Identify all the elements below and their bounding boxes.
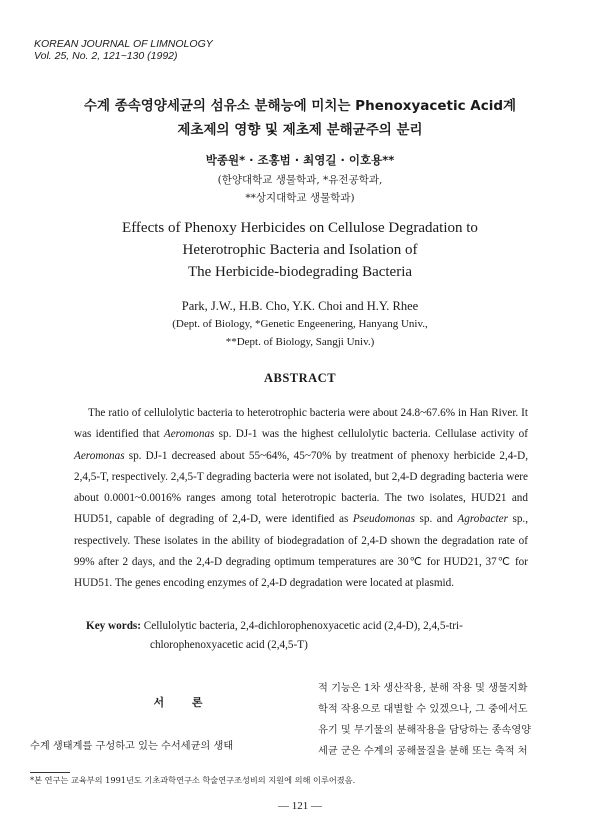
korean-title-line1: 수계 종속영양세균의 섬유소 분해능에 미치는 Phenoxyacetic Acid계 [83, 98, 517, 114]
abstract-text: sp. and [414, 513, 458, 526]
keywords-label: Key words: [86, 620, 141, 632]
english-affiliation-line1: (Dept. of Biology, *Genetic Engeenering, Hanyang Univ., [172, 318, 428, 330]
body-line: 세균 군은 수계의 공해물질을 분해 또는 축적 처 [318, 746, 528, 757]
abstract-text: sp., respectively. These isolates in the ability of biodegradation of 2,4-D shown the degradation rate of 99% after 2 days, and the 2,4-D degrading optimum temperatures are 30℃ for HUD21, 37℃ for HUD51. The genes encoding enzymes of 2,4-D degradation were located at plasmid. [74, 513, 529, 590]
footnote-rule [30, 772, 70, 773]
body-line: 수계 생태계를 구성하고 있는 수서세균의 생태 [30, 741, 234, 752]
introduction-right-column [318, 678, 570, 762]
english-title-line3: The Herbicide-biodegrading Bacteria [187, 264, 413, 280]
body-line: 유기 및 무기물의 분해작용을 담당하는 종속영양 [318, 725, 532, 736]
abstract-heading: ABSTRACT [263, 371, 337, 385]
introduction-left-column [30, 737, 300, 752]
footnote: *본 연구는 교육부의 1991년도 기초과학연구소 학술연구조성비의 지원에 의해 이루어졌음. [30, 775, 356, 785]
genus-name: Aeromonas [163, 428, 215, 441]
abstract-text: sp. DJ-1 was the highest cellulolytic bacteria. Cellulase activity of [214, 428, 529, 441]
korean-title-line2: 제초제의 영향 및 제초제 분해균주의 분리 [177, 122, 423, 138]
english-title-line1: Effects of Phenoxy Herbicides on Cellulose Degradation to [122, 220, 478, 236]
keywords [86, 617, 526, 655]
korean-affiliation-line2: **상지대학교 생물학과) [245, 192, 355, 204]
introduction-heading: 서 론 [153, 696, 215, 709]
journal-name: KOREAN JOURNAL OF LIMNOLOGY [34, 38, 213, 50]
abstract-text: sp. DJ-1 decreased about 55~64%, 45~70% by treatment of phenoxy herbicide 2,4-D, 2,4,5-T, respectively. 2,4,5-T degrading bacteria were not isolated, but 2,4-D degrading bacteria were about 0.0001~0.0016% ranges among total heterotropic bacteria. The two isolates, HUD21 and HUD51, capable of degrading of 2,4-D, were identified as [74, 449, 528, 526]
abstract-text: The ratio of cellulolytic bacteria to heterotrophic bacteria were about 24.8~67.6% in Han River. It was identified that [74, 407, 528, 441]
korean-authors: 박종원* · 조홍범 · 최영길 · 이호용** [205, 153, 395, 167]
body-line: 적 기능은 1차 생산작용, 분해 작용 및 생물지화 [318, 683, 528, 694]
english-title-line2: Heterotrophic Bacteria and Isolation of [182, 242, 418, 258]
abstract-paragraph [74, 403, 528, 595]
english-affiliation-line2: **Dept. of Biology, Sangji Univ.) [225, 336, 375, 348]
genus-name: Agrobacter [457, 513, 508, 526]
journal-volume: Vol. 25, No. 2, 121~130 (1992) [34, 50, 178, 62]
body-line: 학적 작용으로 대별할 수 있겠으나, 그 중에서도 [318, 704, 528, 715]
keywords-line1: Cellulolytic bacteria, 2,4-dichlorophenoxyacetic acid (2,4-D), 2,4,5-tri- [143, 620, 463, 632]
keywords-line2: chlorophenoxyacetic acid (2,4,5-T) [150, 639, 308, 651]
genus-name: Pseudomonas [352, 513, 415, 526]
page-number: — 121 — [278, 800, 322, 812]
korean-affiliation-line1: (한양대학교 생물학과, *유전공학과, [217, 174, 383, 186]
journal-header [34, 38, 213, 62]
abstract-body [74, 403, 528, 595]
genus-name: Aeromonas [74, 449, 125, 462]
english-authors: Park, J.W., H.B. Cho, Y.K. Choi and H.Y. Rhee [181, 299, 419, 313]
